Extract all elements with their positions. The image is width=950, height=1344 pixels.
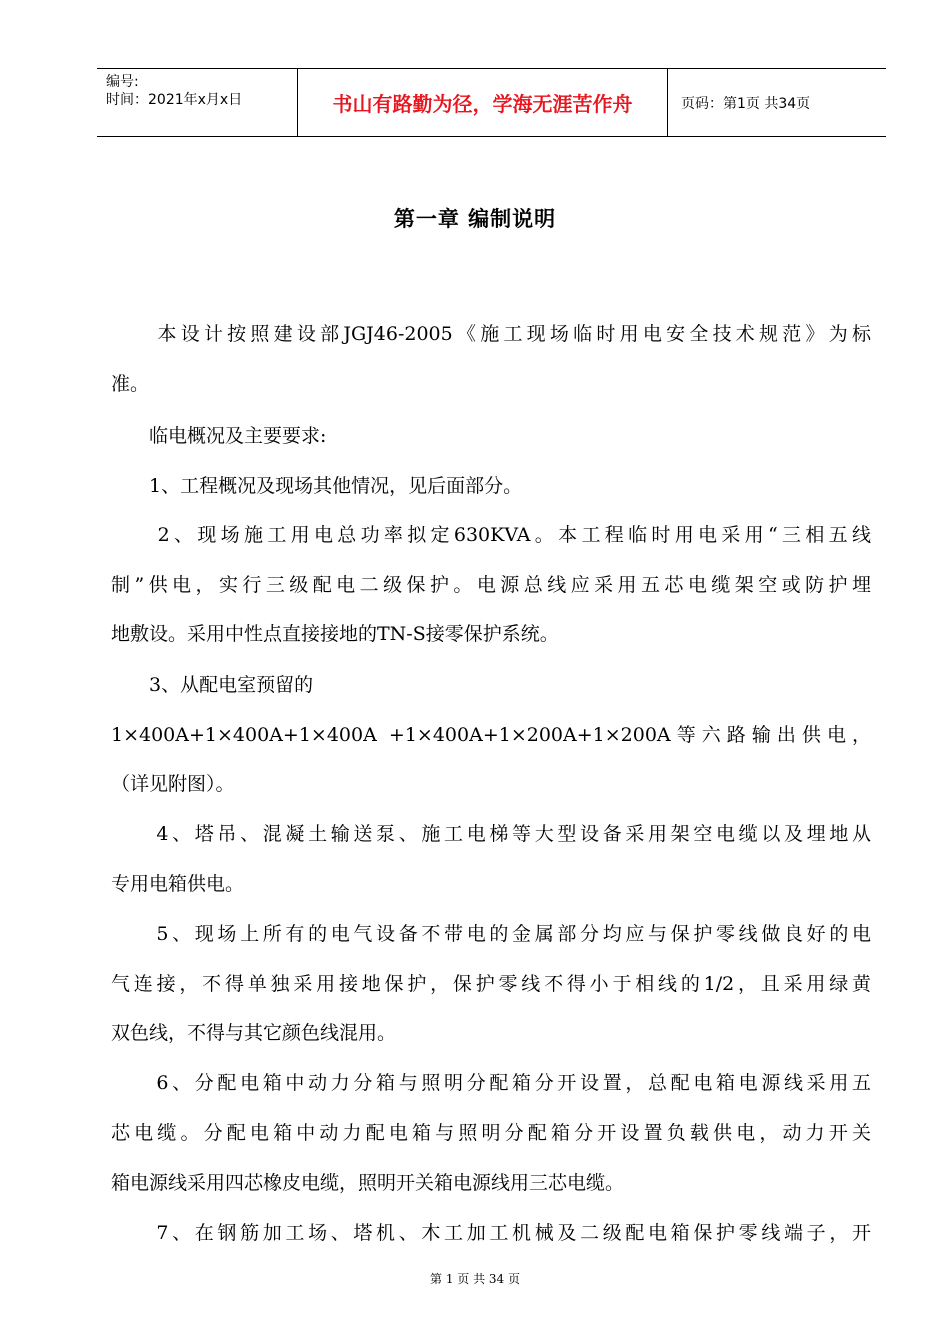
body-line: 本设计按照建设部JGJ46-2005《施工现场临时用电安全技术规范》为标 <box>111 323 871 345</box>
body-line: 3、从配电室预留的 <box>111 674 314 696</box>
body-line: 箱电源线采用四芯橡皮电缆，照明开关箱电源线用三芯电缆。 <box>111 1172 625 1194</box>
header-motto: 书山有路勤为径，学海无涯苦作舟 <box>298 69 668 136</box>
document-number-label: 编号: <box>106 74 139 90</box>
body-line: 5、现场上所有的电气设备不带电的金属部分均应与保护零线做良好的电 <box>111 923 871 945</box>
body-line: 1×400A+1×400A+1×400A +1×400A+1×200A+1×200A等六路输出供电， <box>111 724 871 746</box>
page-footer: 第 1 页 共 34 页 <box>430 1272 520 1286</box>
body-line: （详见附图）。 <box>111 773 235 795</box>
body-line: 4、塔吊、混凝土输送泵、施工电梯等大型设备采用架空电缆以及埋地从 <box>111 823 871 845</box>
document-time-label: 时间：2021年x月x日 <box>106 92 243 108</box>
body-line: 6、分配电箱中动力分箱与照明分配箱分开设置，总配电箱电源线采用五 <box>111 1072 871 1094</box>
body-line: 专用电箱供电。 <box>111 873 245 895</box>
body-line: 临电概况及主要要求: <box>111 425 327 447</box>
body-line: 准。 <box>111 373 150 395</box>
body-line: 气连接，不得单独采用接地保护，保护零线不得小于相线的1/2，且采用绿黄 <box>111 973 871 995</box>
body-line: 2、现场施工用电总功率拟定630KVA。本工程临时用电采用“三相五线 <box>111 524 871 546</box>
page-header <box>97 68 886 137</box>
header-page-info: 页码：第1页 共34页 <box>681 95 811 112</box>
header-info-cell <box>97 69 298 136</box>
chapter-title: 第一章 编制说明 <box>393 207 557 231</box>
body-line: 7、在钢筋加工场、塔机、木工加工机械及二级配电箱保护零线端子，开 <box>111 1222 871 1244</box>
body-line: 1、工程概况及现场其他情况，见后面部分。 <box>111 475 523 497</box>
body-line: 双色线，不得与其它颜色线混用。 <box>111 1022 397 1044</box>
body-line: 地敷设。采用中性点直接接地的TN-S接零保护系统。 <box>111 623 559 645</box>
body-line: 制”供电，实行三级配电二级保护。电源总线应采用五芯电缆架空或防护埋 <box>111 574 871 596</box>
body-line: 芯电缆。分配电箱中动力配电箱与照明分配箱分开设置负载供电，动力开关 <box>111 1122 871 1144</box>
